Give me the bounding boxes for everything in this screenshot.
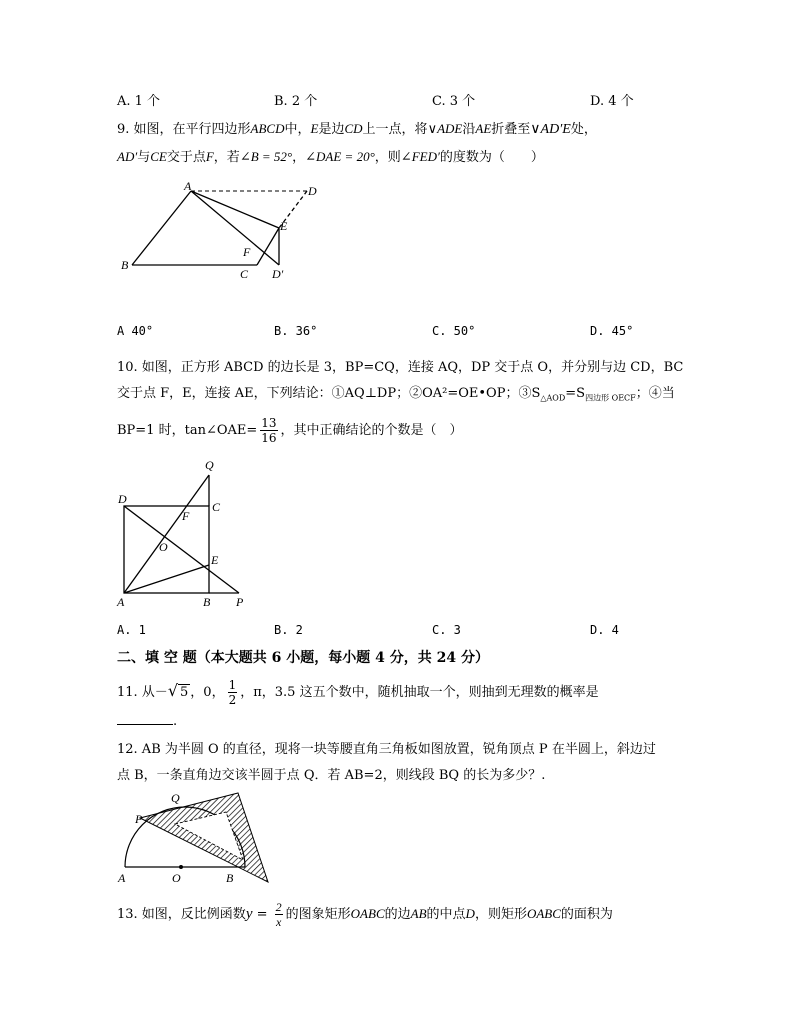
q10-label-o: O xyxy=(159,540,168,554)
q10-fraction: $\frac{13}{16}$ xyxy=(261,416,277,445)
q9-line-2: AD′与CE交于点F，若∠B = 52°，∠DAE = 20°，则∠FED′的度数为（ ） xyxy=(117,149,544,165)
q13-line-1: 13. 如图，反比例函数y = $\frac{2}{x}$ 的图象矩形OABC的边AB的中点D，则矩形OABC的面积为 xyxy=(117,900,613,929)
q8-option-d: D. 4 个 xyxy=(590,94,634,109)
q9-label-d: D xyxy=(308,184,317,198)
q9-figure xyxy=(115,178,325,288)
q9-option-d: D. 45° xyxy=(590,324,634,338)
q9-line-1: 9. 如图，在平行四边形ABCD中，E是边CD上一点，将∨ADE沿AE折叠至∨AD′E处， xyxy=(117,121,597,137)
q9-option-c: C. 50° xyxy=(432,324,476,338)
q9-option-a: A 40° xyxy=(117,324,154,338)
q10-option-d: D. 4 xyxy=(590,623,619,637)
q12-figure xyxy=(113,790,283,890)
q10-figure xyxy=(115,458,265,613)
q11-line-2: . xyxy=(117,713,177,731)
q9-label-c: C xyxy=(240,267,249,281)
q9-label-e: E xyxy=(280,219,288,233)
q10-option-c: C. 3 xyxy=(432,623,461,637)
q8-option-b: B. 2 个 xyxy=(274,94,318,109)
answer-blank xyxy=(117,724,173,725)
q12-label-q: Q xyxy=(171,791,180,805)
q10-label-b: B xyxy=(203,595,211,609)
q8-option-a: A. 1 个 xyxy=(117,94,161,109)
q9-label-f: F xyxy=(243,245,251,259)
q10-label-e: E xyxy=(211,553,219,567)
q9-label-dprime: D′ xyxy=(272,267,284,281)
q10-line-3: BP=1 时，tan∠OAE= $\frac{13}{16}$ ，其中正确结论的个数是（ ） xyxy=(117,416,463,445)
q8-option-c: C. 3 个 xyxy=(432,94,476,109)
q10-option-b: B. 2 xyxy=(274,623,303,637)
q10-line-2: 交于点 F，E，连接 AE，下列结论：①AQ⊥DP；②OA²=OE•OP；$③S_{\triangle AOD}=S_{四边形 OECF}$；④当 xyxy=(117,386,675,403)
sqrt-sign-icon: √ xyxy=(167,681,179,700)
q10-option-a: A. 1 xyxy=(117,623,146,637)
q10-label-p: P xyxy=(236,595,244,609)
q10-label-d: D xyxy=(118,492,127,506)
q9-label-a: A xyxy=(184,179,192,193)
q10-label-f: F xyxy=(182,509,190,523)
q12-line-1: 12. AB 为半圆 O 的直径，现将一块等腰直角三角板如图放置，锐角顶点 P 在半圆上，斜边过 xyxy=(117,742,656,757)
q12-line-2: 点 B，一条直角边交该半圆于点 Q．若 AB=2，则线段 BQ 的长为多少？. xyxy=(117,768,546,783)
q12-label-a: A xyxy=(118,871,126,885)
q9-label-b: B xyxy=(121,258,129,272)
q11-fraction: $\frac{1}{2}$ xyxy=(228,678,237,707)
q11-line-1: 11. 从－√ 5 ，0， $\frac{1}{2}$ ，π，3.5 这五个数中，随机抽取一个，则抽到无理数的概率是 xyxy=(117,678,599,707)
q10-line-1: 10. 如图，正方形 ABCD 的边长是 3，BP=CQ，连接 AQ，DP 交于点 O，并分别与边 CD，BC xyxy=(117,360,684,375)
q10-label-q: Q xyxy=(205,458,214,472)
q9-option-b: B. 36° xyxy=(274,324,318,338)
q12-label-p: P xyxy=(135,812,143,826)
q13-fraction: $\frac{2}{x}$ xyxy=(275,900,282,929)
q10-label-a: A xyxy=(117,595,125,609)
q10-label-c: C xyxy=(212,500,221,514)
q12-label-b: B xyxy=(226,871,234,885)
section-title: 二、填 空 题（本大题共 6 小题，每小题 4 分，共 24 分） xyxy=(117,650,489,666)
q12-label-o: O xyxy=(172,871,181,885)
